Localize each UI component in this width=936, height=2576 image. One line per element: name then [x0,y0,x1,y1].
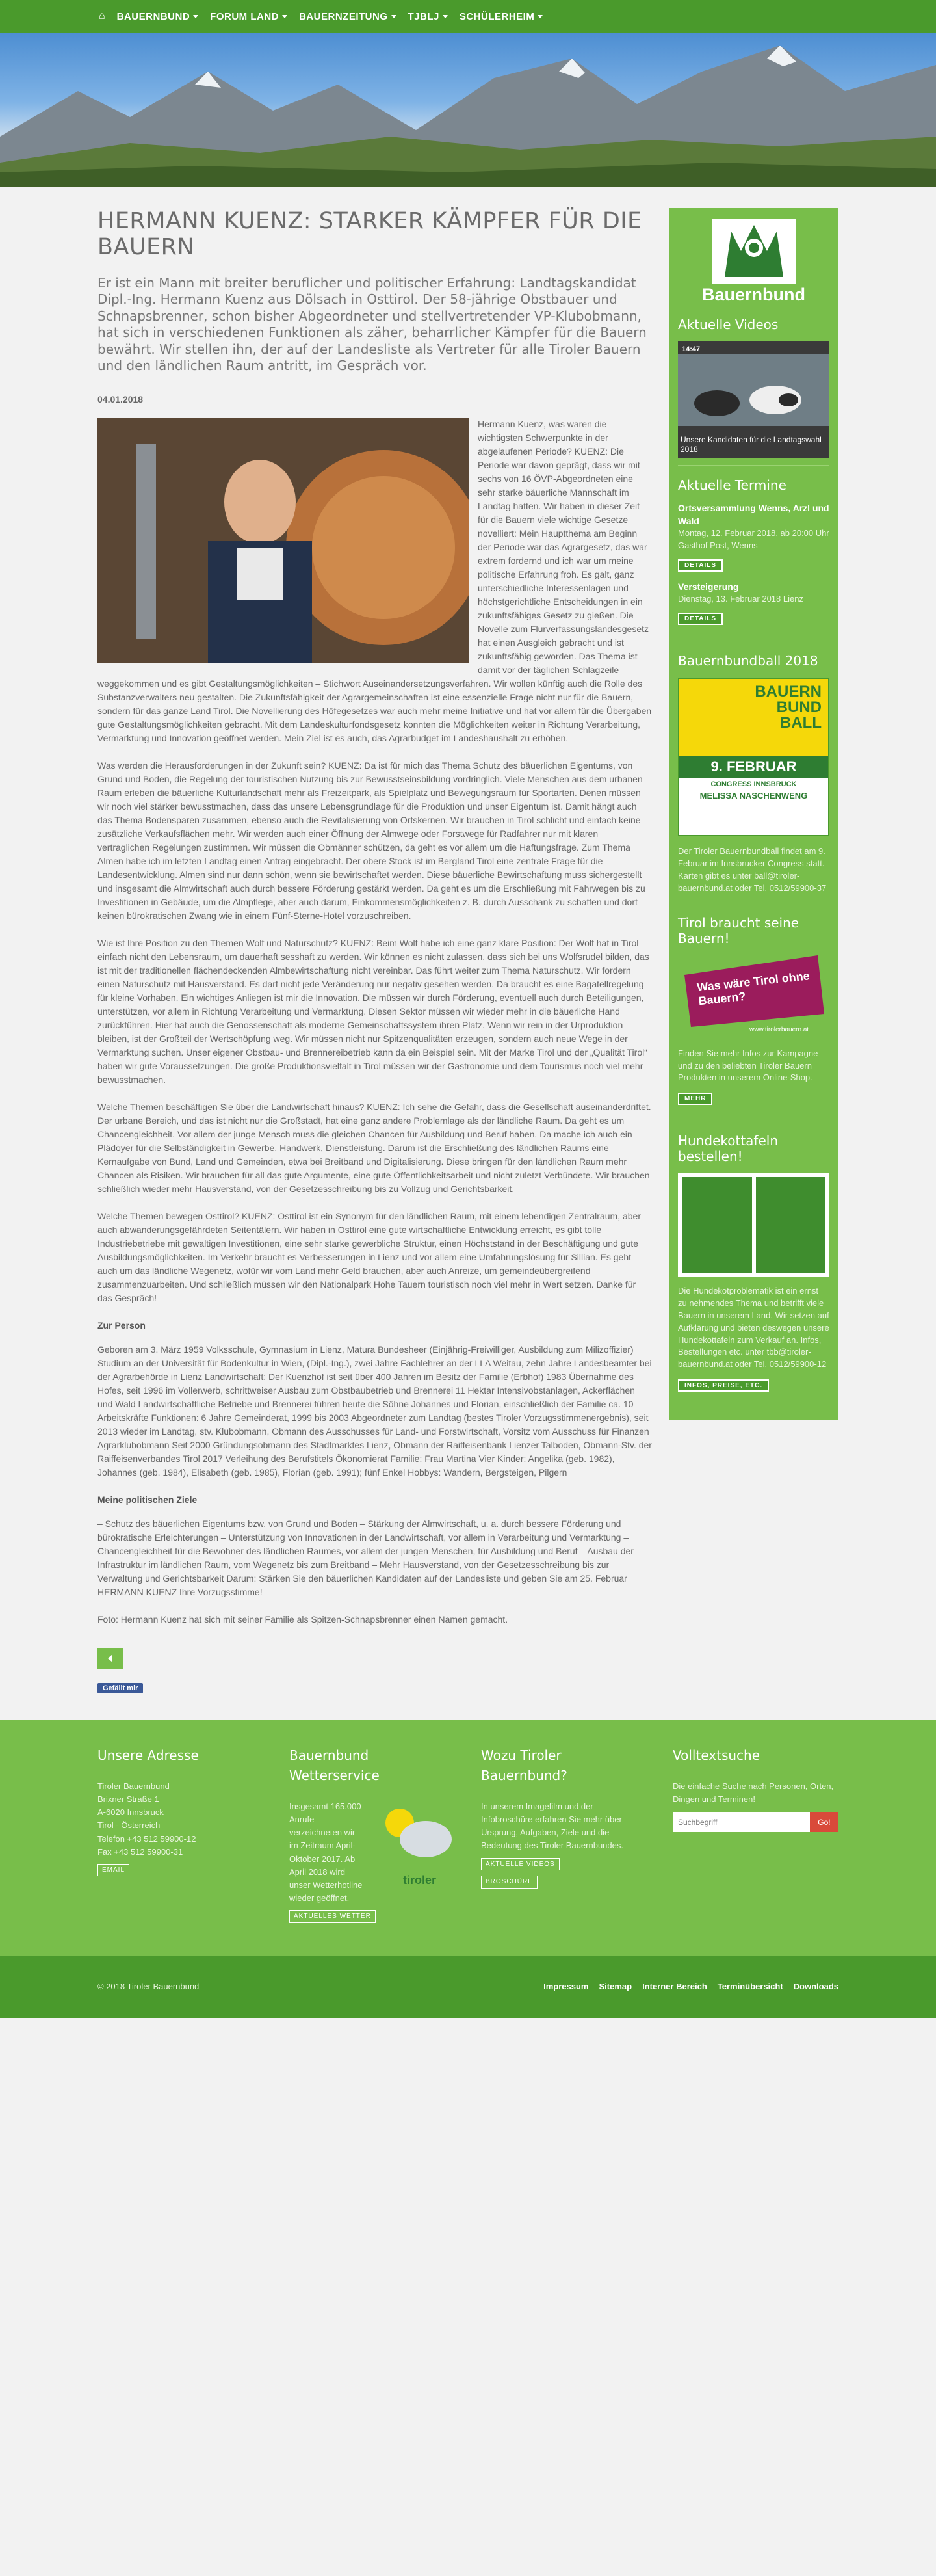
nav-item-bauernbund[interactable]: BAUERNBUND [117,11,199,22]
weather-button[interactable]: AKTUELLES WETTER [289,1910,376,1923]
bauernbund-logo[interactable] [712,219,796,284]
event-title: Versteigerung [678,581,739,592]
photo-caption: Foto: Hermann Kuenz hat sich mit seiner Familie als Spitzen-Schnapsbrenner einen Namen gemacht. [98,1614,508,1625]
copyright: © 2018 Tiroler Bauernbund [98,1982,200,1992]
ball-heading: Bauernbundball 2018 [678,653,818,669]
video-duration: 14:47 [682,345,701,353]
goals-list: – Schutz des bäuerlichen Eigentums bzw. von Grund und Boden – Stärkung der Almwirtschaft, u. a. durch bessere Förderung und bürokratische Erleichterungen – Unterstützung von Innovationen in der Landwirtschaft, vor allem in Verarbeitung und Vermarktung – Chancengleichheit für die Bewohner des ländlichen Raumes, vor allem der jungen Menschen, für Ausbildung und Beruf – Ausbau der Infrastruktur im ländlichen Raum, vom Wegenetz bis zum Breitband – Mehr Hausverstand, von der Gesetzesschreibung bis zur Verwaltung und Gerichtsbarkeit Darum: Stärken Sie den bäuerlichen Kandidaten auf der Landesliste und geben Sie am 25. Februar HERMANN KUENZ Ihre Vorzugsstimme! [98,1519,634,1598]
videos-heading: Aktuelle Videos [678,317,779,332]
chevron-down-icon [538,15,543,18]
facebook-like-button[interactable]: Gefällt mir [98,1683,143,1693]
top-navigation [0,0,936,33]
header-banner-image [0,33,936,187]
event-details: Montag, 12. Februar 2018, ab 20:00 Uhr Gasthof Post, Wenns [678,528,829,551]
person-heading: Zur Person [98,1320,146,1331]
dog-heading: Hundekottafeln bestellen! [678,1133,779,1165]
nav-item-forum-land[interactable]: FORUM LAND [210,11,287,22]
events-heading: Aktuelle Termine [678,477,786,493]
article-body [98,418,652,1627]
video-caption: Unsere Kandidaten für die Landtagswahl 2018 [681,435,822,454]
goals-heading: Meine politischen Ziele [98,1494,198,1506]
footer-address: Unsere Adresse Tiroler Bauernbund Brixner Straße 1 A-6020 Innsbruck Tirol - Österreich Telefon +43 512 59900-12 Fax +43 512 59900-31 EMAIL [98,1746,263,1923]
link-events[interactable]: Terminübersicht [717,1982,783,1992]
link-internal[interactable]: Interner Bereich [642,1982,707,1992]
link-downloads[interactable]: Downloads [793,1982,838,1992]
home-icon[interactable]: ⌂ [99,10,105,21]
footer-search: Volltextsuche Die einfache Suche nach Personen, Orten, Dingen und Terminen! Suchbegriff Go! [673,1746,838,1923]
ball-text: Der Tiroler Bauernbundball findet am 9. Februar im Innsbrucker Congress statt. Karten gibt es unter ball@tiroler-bauernbund.at oder Tel. 0512/59900-37 [678,846,827,893]
event-details-button[interactable]: DETAILS [678,559,723,572]
footer-weather: Bauernbund Wetterservice Insgesamt 165.000 Anrufe verzeichneten wir im Zeitraum April-Oktober 2017. Ab April 2018 wird unser Wetterhotline wieder geöffnet. tiroler AKTUELLES WETTER [289,1746,455,1923]
article-title: HERMANN KUENZ: STARKER KÄMPFER FÜR DIE BAUERN [98,208,642,261]
nav-item-tjblj[interactable]: TJBLJ [408,11,448,22]
dog-info-button[interactable]: INFOS, PREISE, ETC. [678,1379,769,1392]
article-paragraph: Hermann Kuenz, was waren die wichtigsten Schwerpunkte in der abgelaufenen Periode? KUENZ: Die Periode war davon geprägt, dass wir mit sechs von 16 ÖVP-Abgeordneten eine sehr starke bäuerliche Mannschaft im Landtag hatten. Wir haben in dieser Zeit für die Bauern viele wichtige Gesetze novelliert: Mein Hauptthema am Beginn der Periode war das Agrargesetz, das war extrem fordernd und ich war um meine politische Erfahrung froh. Es galt, ganz unterschiedliche Interessenlagen und höchstgerichtliche Entscheidungen in ein zukunftsfähiges Gesetz zu gießen. Die Novelle zum Flurverfassungslandesgesetz hat einen Ausgleich gebracht und ist zukunftsfähig geworden. Das Thema ist damit vor der täglichen Schlagzeile weggekommen und es gibt Gestaltungsmöglichkeiten – Stichwort Auseinandersetzungsverfahren. Wir wollen künftig auch die Rolle des Substanzverwalters neu gestalten. Die Zukunftsfähigkeit der Agrargemeinschaften ist eine essenzielle Frage nicht nur für die Bauern, sondern für das ganze Land Tirol. Die Novellierung des Höfegesetzes war auch mehr meine Initiative und hat vor allem für die Übergaben gute Gestaltungsmöglichkeiten gebracht. Mit dem Landeskulturfondsgesetz konnten die Möglichkeiten weiter in Richtung Verarbeitung, Vermarktung und Innovation geöffnet werden. Mein Ziel ist es auch, das Agrarbudget im Landeshaushalt zu erhöhen. [98,419,652,744]
tirol-campaign-banner[interactable]: Was wäre Tirol ohne Bauern? www.tirolerbauern.at [678,955,829,1037]
link-impressum[interactable]: Impressum [543,1982,589,1992]
arrow-left-icon [98,1648,124,1669]
tirol-heading: Tirol braucht seine Bauern! [678,914,800,946]
article-lead: Er ist ein Mann mit breiter beruflicher und politischer Erfahrung: Landtagskandidat Dipl.-Ing. Hermann Kuenz aus Dölsach in Osttirol. Der 58-jährige Obstbauer und Schnapsbrenner, schon bisher Abgeordneter und stellvertretender VP-Klubobmann, hat sich in verschiedenen Funktionen als zäher, beharrlicher Kämpfer für die Bauern bewährt. Wir stellen ihn, der auf der Landesliste als Vertreter für alle Tiroler Bauern und den ländlichen Raum antritt, im Gespräch vor. [98,274,647,374]
article [98,208,652,1720]
tirol-more-button[interactable]: MEHR [678,1093,712,1105]
article-paragraph: Welche Themen beschäftigen Sie über die Landwirtschaft hinaus? KUENZ: Ich sehe die Gefahr, dass die Gesellschaft auseinanderdriftet. Der urbane Bereich, und das ist nicht nur die Großstadt, hat eine ganz andere Problemlage als der ländliche Raum. Da geht es um Chancengleichheit. Vor allem der junge Mensch muss die gleichen Chancen für Ausbildung und Beruf haben. Da mache ich auch ein Plädoyer für die Selbständigkeit in Gewerbe, Handwerk, Dienstleistung. Darum ist die Erschließung des ländlichen Raums eine Kernaufgabe von Bund, Land und Gemeinden, etwa bei Breitband und Digitalisierung. Diese bringen für den ländlichen Raum mehr Chancen als Risiken. Wir brauchen für all das gute Argumente, eine gute Öffentlichkeitsarbeit und nicht zuletzt Verbündete. Wir brauchen schließlich wieder mehr Hausverstand, von der Gesetzesschreibung bis zu Vollzug und Gerichtsbarkeit. [98,1102,651,1195]
article-paragraph: Welche Themen bewegen Osttirol? KUENZ: Osttirol ist ein Synonym für den ländlichen Raum, mit einem lebendigen Zentralraum, aber auch abwanderungsgefährdeten Seitentälern. Wir haben in Osttirol eine gute wirtschaftliche Entwicklung erreicht, es gibt tolle Industriebetriebe mit gewaltigen Investitionen, eine sehr starke gewerbliche Struktur, einen Höchststand in der Beschäftigung und gute Ausbildungsmöglichkeiten. Im Verkehr braucht es Verbesserungen in Lienz und vor allem eine Umfahrungslösung für Sillian. Es geht auch um das ländliche Wegenetz, wofür wir vom Land mehr Geld brauchen, aber auch Anreize, um gemeindeübergreifend zusammenzuarbeiten. Und schließlich müssen wir den Nationalpark Hohe Tauern touristisch noch viel mehr in Wert setzen. Danke für das Gespräch! [98,1211,641,1304]
nav-item-schuelerheim[interactable]: SCHÜLERHEIM [460,11,543,22]
search-button[interactable]: Go! [810,1812,838,1832]
email-button[interactable]: EMAIL [98,1864,129,1877]
brochure-button[interactable]: BROSCHÜRE [481,1876,538,1889]
chevron-down-icon [193,15,198,18]
tirol-text: Finden Sie mehr Infos zur Kampagne und zu den beliebten Tiroler Bauern Produkten in unserem Online-Shop. [678,1048,818,1083]
bottom-bar [0,1956,936,2018]
chevron-down-icon [282,15,287,18]
videos-button[interactable]: AKTUELLE VIDEOS [481,1858,560,1871]
logo-text: Bauernbund [702,285,805,304]
ball-poster[interactable]: BAUERN BUND BALL 9. FEBRUAR CONGRESS INNSBRUCK MELISSA NASCHENWENG [678,678,829,836]
article-paragraph: Wie ist Ihre Position zu den Themen Wolf und Naturschutz? KUENZ: Beim Wolf habe ich eine ganz klare Position: Der Wolf hat in Tirol einfach nicht den Lebensraum, um dauerhaft sesshaft zu werden. Wir können es nicht zulassen, dass sich bei uns Wolfsrudel bilden, das ist mit der traditionellen flächendeckenden Almbewirtschaftung nicht vereinbar. Das führt weiter zum Thema Naturschutz. Wir fordern einen Naturschutz mit Hausverstand. Es darf nicht jede Veränderung nur negativ gesehen werden. Da braucht es eine Bagatellregelung für kleine Vorhaben. Ein wichtiges Anliegen ist mir die Innovation. Die müssen wir durch Förderung, eventuell auch durch Beteiligungen, unterstützen, vor allem in Richtung Verarbeitung und Vermarktung. Diesen Sektor müssen wir wieder mehr in die bäuerliche Hand zurückführen. Hier hat auch die Genossenschaft als moderne Gemeinschaftssystem ihren Platz. Wenn wir rein in der Urproduktion bleiben, ist der Großteil der Wertschöpfung weg. Wir müssen nicht nur Spitzenqualitäten erzeugen, sondern auch neue Wege in der Vermarktung suchen. Unser eigener Obstbau- und Brennereibetrieb kann da ein Beispiel sein. Mit der Marke Tirol und der „Qualität Tirol“ haben wir gute Voraussetzungen. Die große Produktionsvielfalt in Tirol müssen wir der Gastronomie und dem Tourismus noch viel mehr bewusstmachen. [98,938,649,1085]
nav-item-bauernzeitung[interactable]: BAUERNZEITUNG [299,11,396,22]
chevron-down-icon [391,15,396,18]
article-date: 04.01.2018 [98,394,144,405]
article-paragraph: Was werden die Herausforderungen in der Zukunft sein? KUENZ: Da ist für mich das Thema Schutz des bäuerlichen Eigentums, von Grund und Boden, die Regelung der touristischen Nutzung bis zur Bewusstseinsbildung vordringlich. Viele Menschen aus dem urbanen Raum erleben die bäuerliche Kulturlandschaft mehr als Freizeitpark, als Spielplatz und Bewegungsraum für Sportarten. Denen müssen wir noch viel stärker bewusstmachen, dass das unsere Lebensgrundlage für die Produktion und unser Eigentum ist. Damit hängt auch das Thema Bodensparen zusammen, ebenso auch die Revitalisierung von Ortskernen. Wir brauchen in Tirol schlicht und einfach keine zusätzliche Verkaufsflächen mehr. Wir werden auch einer Öffnung der Almwege oder Forstwege für Radfahrer nur mit klaren vertraglichen Regelungen zustimmen. Wir müssen die Obmänner schützen, da geht es vor allem um die Haftungsfrage. Zum Thema Almen habe ich im letzten Landtag einen Antrag eingebracht. Der obere Stock ist im Bergland Tirol eine zentrale Frage für die Landesentwicklung. Almen sind nur dann schön, wenn sie bewirtschaftet werden. Diese bäuerliche Bewirtschaftung muss sichergestellt und insgesamt die Almwirtschaft auch durch bessere Förderung gestärkt werden. Da geht es um die Erschließung mit Fahrwegen bis zu Investitionen in Gebäude, um die Almpflege, aber auch darum, Einkommensmöglichkeiten z. B. durch Ausschank zu schaffen und dort keinen bürokratischen Zwang wie in einem Fünf-Sterne-Hotel vorzuschreiben. [98,760,645,922]
event-title: Ortsversammlung Wenns, Arzl und Wald [678,503,829,526]
sidebar [669,208,838,1420]
chevron-down-icon [443,15,448,18]
person-details: Geboren am 3. März 1959 Volksschule, Gymnasium in Lienz, Matura Bundesheer (Einjährig-Freiwilliger, Ausbildung zum Milizoffizier) Studium an der Universität für Bodenkultur in Wien, (Dipl.-Ing.), zwei Jahre Fachlehrer an der LLA Weitau, zehn Jahre Landesbeamter bei der Agrarbehörde in Lienz Landwirtschaft: Der Kuenzhof ist seit über 400 Jahren im Besitz der Familie (Erbhof) 1983 Übernahme des Hofes, seit 1996 im Vollerwerb, schrittweiser Ausbau zum Obstbaubetrieb und Brennerei 11 Hektar Intensivobstanlagen, Ackerflächen und Wald Landwirtschaftliche Betriebe und Brennerei führen heute die Söhne Johannes und Florian, einschließlich der Familie ca. 10 Arbeitskräfte Funktionen: 6 Jahre Gemeinderat, 1999 bis 2003 Abgeordneter zum Landtag (bestes Tiroler Vorzugsstimmenergebnis), seit 2013 wieder im Landtag, stv. Klubobmann, Obmann des Ausschusses für Land- und Forstwirtschaft, Vorsitz vom Ausschuss für Finanzen Agrarklubobmann Seit 2000 Gründungsobmann des Stadtmarktes Lienz, Obmann der Raiffeisenbank Lienzer Talboden, Obmann-Stv. der Raiffeisenverbandes Tirol 2017 Verleihung des Berufstitels Ökonomierat Familie: Frau Martina Vier Kinder: Angelika (geb. 1982), Johannes (geb. 1984), Elisabeth (geb. 1985), Florian (geb. 1991); fünf Enkel Hobbys: Wandern, Bergsteigen, Pilgern [98,1344,652,1478]
event-details-button[interactable]: DETAILS [678,613,723,625]
back-button[interactable] [98,1648,124,1669]
search-input[interactable] [673,1812,810,1832]
weather-icon: tiroler [370,1800,455,1898]
footer [0,1720,936,1956]
video-thumbnail[interactable] [678,341,829,458]
link-sitemap[interactable]: Sitemap [599,1982,632,1992]
dog-sign-image[interactable] [678,1173,829,1277]
dog-text: Die Hundekotproblematik ist ein ernst zu nehmendes Thema und betrifft viele Bauern in unserem Land. Wir setzen auf Aufklärung und bieten deswegen unsere Hundekottafeln zum Verkauf an. Infos, Bestellungen etc. unter tbb@tiroler-bauernbund.at oder Tel. 0512/59900-12 [678,1286,829,1370]
event-details: Dienstag, 13. Februar 2018 Lienz [678,594,803,604]
footer-why: Wozu Tiroler Bauernbund? In unserem Imagefilm und der Infobroschüre erfahren Sie mehr über Ursprung, Aufgaben, Ziele und die Bedeutung des Tiroler Bauernbundes. AKTUELLE VIDEOS BROSCHÜRE [481,1746,647,1923]
article-photo [98,418,469,663]
